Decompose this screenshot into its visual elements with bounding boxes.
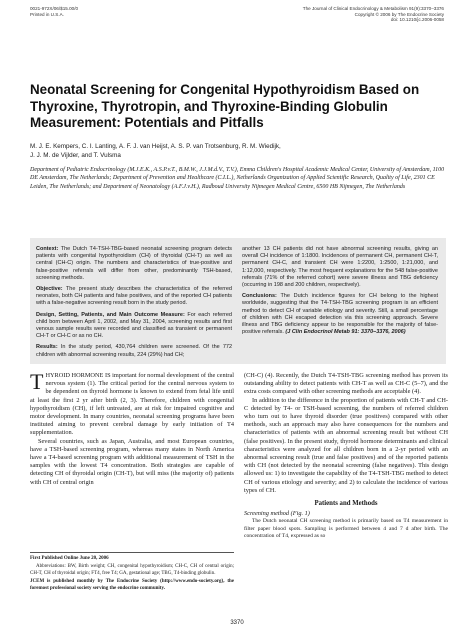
abstract-column-left [36, 246, 232, 363]
footnote [30, 579, 234, 592]
body-paragraph: Several countries, such as Japan, Australia, and most European countries, have a TSH-based screening program, whereas many states in North America have a T4-based screening program with additional measurement of TSH in the samples with the lowest T4 concentration. Both strategies are capable of detecting CH of thyroidal origin (CH-T), but will miss (the majority of) patients with CH of central origin [30, 437, 234, 486]
abstract-paragraph [242, 246, 438, 289]
abstract-text: The present study describes the characteristics of the referred neonates, both CH patients and false positives, and of the reported CH patients with a false-negative screening result born in the study period. [36, 286, 232, 307]
body-paragraph: The Dutch neonatal CH screening method is primarily based on T4 measurement in filter paper blood spots. Sampling is performed between 4 and 7 d after birth. The concentration of T4, expressed as so [244, 518, 448, 539]
abstract-citation: (J Clin Endocrinol Metab 91: 3370–3376, 2006) [285, 329, 406, 336]
abstract-label: Design, Setting, Patients, and Main Outcome Measure: [36, 311, 185, 318]
abstract-label: Results: [36, 344, 58, 351]
abstract-paragraph [36, 344, 232, 358]
footnote [30, 556, 234, 562]
abstract-text: another 13 CH patients did not have abnormal screening results, giving an overall CH incidence of 1:1800. Incidences of permanent CH, permanent CH-T, permanent CH-C, and transient CH were 1:2200, 1:2500, 1:21,000, and 1:12,000, respectively. The most frequent explanations for the 548 false-positive referrals (71% of the referred cohort) were severe illness and TBG deficiency (occurring in 198 and 200 children, respectively). [242, 246, 438, 289]
footnotes [30, 552, 234, 594]
body-paragraph: In addition to the difference in the proportion of patients with CH-T and CH-C detected by T4- or TSH-based screening, the numbers of referred children who turn out to have thyroid disorder (true positives) compared with other methods, such an approach may also have consequences for the numbers and characteristics of patients with an abnormal screening result but without CH (false positives). In the present study, thyroid hormone determinants and clinical characteristics were analyzed for all children born in a 2-yr period with an abnormal screening result (true and false positives) and of the reported patients with CH (not detected by the neonatal screening (false negatives). This design allowed us: 1) to investigate the capability of the T4-TSH-TBG method to detect CH of various etiology and severity; and 2) to calculate the incidence of various types of CH. [244, 396, 448, 494]
abstract-label: Objective: [36, 286, 63, 293]
author-list [30, 143, 446, 160]
abstract-paragraph [36, 246, 232, 282]
page-number: 3370 [230, 620, 244, 626]
drop-cap: T [30, 369, 44, 394]
article-title: Neonatal Screening for Congenital Hypothyroidism Based on Thyroxine, Thyrotropin, and Thyroxine-Binding Globulin Measurement: Potentials and Pitfalls [30, 82, 420, 131]
footnote-bold: First Published Online June 20, 2006 [30, 556, 109, 561]
abstract-label: Context: [36, 246, 59, 252]
journal-header-left [30, 6, 78, 17]
printed-line: Printed in U.S.A. [30, 11, 64, 17]
footnote: Abbreviations: BW, Birth weight; CH, congenital hypothyroidism; CH-C, CH of central origin; CH-T, CH of thyroidal origin; FT4, free T4; GA, gestational age; TBG, T4-binding globulin. [30, 564, 234, 576]
doi-line: doi: 10.1210/jc.2006-0058 [390, 17, 444, 23]
subsection-heading: Screening method (Fig. 1) [244, 510, 310, 518]
abstract-text: The Dutch incidence figures for CH belong to the highest worldwide, suggesting that the T4-TSH-TBG screening program is an efficient method to detect CH of variable etiology and severity. Still, a small percentage of children with CH escaped detection via this screening approach. Severe illness and TBG deficiency appear to be responsible for the majority of false-positive referrals. [242, 293, 438, 336]
abstract-box [30, 238, 446, 364]
abstract-paragraph [36, 312, 232, 341]
abstract-column-right [242, 246, 438, 340]
copyright-line: Copyright © 2006 by The Endocrine Society [354, 11, 444, 17]
footnote-bold: JCEM is published monthly by The Endocrine Society (http://www.endo-society.org), the foremost professional society serving the endocrine community. [30, 579, 234, 591]
abstract-text: For each referred child born between April 1, 2002, and May 31, 2004, screening results and first venous sample results were recorded and classified as transient or permanent CH-T or CH-C or as no CH. [36, 311, 232, 340]
issn-line: 0021-972X/06/$15.00/0 [30, 6, 79, 11]
abstract-paragraph [36, 286, 232, 308]
body-column-right [244, 372, 448, 540]
author-line: J. J. M. de Vijlder, and T. Vulsma [30, 151, 121, 159]
section-heading: Patients and Methods [314, 500, 378, 508]
body-paragraph: (CH-C) (4). Recently, the Dutch T4-TSH-TBG screening method has proven its outstanding ability to detect patients with CH-T as well as CH-C (5–7), and the extra costs compared with other screening methods are acceptable (4). [244, 372, 448, 396]
affiliations: Department of Pediatric Endocrinology (M.J.E.K., A.S.P.v.T., B.M.W., J.J.M.d.V., T.V.), Emma Children's Hospital Academic Medical Center, University of Amsterdam, 1100 DE Amsterdam, The Netherlands; Department of Prevention and Healthcare (C.I.L.), Netherlands Organization of Applied Scientific Research, Quality of Life, 2301 CE Leiden, The Netherlands; and Department of Neonatology (A.F.J.v.H.), Radboud University Nijmegen Medical Centre, 6500 HB Nijmegen, The Netherlands [30, 167, 445, 190]
body-column-left [30, 369, 234, 487]
intro-paragraph [30, 369, 234, 438]
journal-header-right [303, 6, 444, 23]
abstract-text: The Dutch T4-TSH-TBG-based neonatal screening program detects patients with congenital hypothyroidism (CH) of thyroidal (CH-T) as well as central (CH-C) origin. The numbers and characteristics of true-positive and false-positive referrals will differ from other, predominantly TSH-based, screening methods. [36, 246, 232, 281]
author-line: M. J. E. Kempers, C. I. Lanting, A. F. J. van Heijst, A. S. P. van Trotsenburg, R. M. Wiedijk, [30, 143, 281, 150]
intro-text: HYROID HORMONE IS important for normal development of the central nervous system (1). The critical period for the central nervous system to be dependent on thyroid hormone is known to extend from fetal life until at least the first 2 yr after birth (2, 3). Therefore, children with congenital hypothyroidism (CH), if left untreated, are at risk for impaired cognitive and motor development. In many countries, neonatal screening programs have been instituted aiming to prevent cerebral damage by early initiation of T4 supplementation. [30, 372, 234, 437]
abstract-label: Conclusions: [242, 293, 277, 300]
abstract-text: In the study period, 430,764 children were screened. Of the 772 children with abnormal screening results, 224 (29%) had CH; [36, 344, 233, 358]
journal-citation: The Journal of Clinical Endocrinology & Metabolism 91(9):3370–3376 [302, 6, 444, 11]
abstract-paragraph [242, 293, 438, 336]
